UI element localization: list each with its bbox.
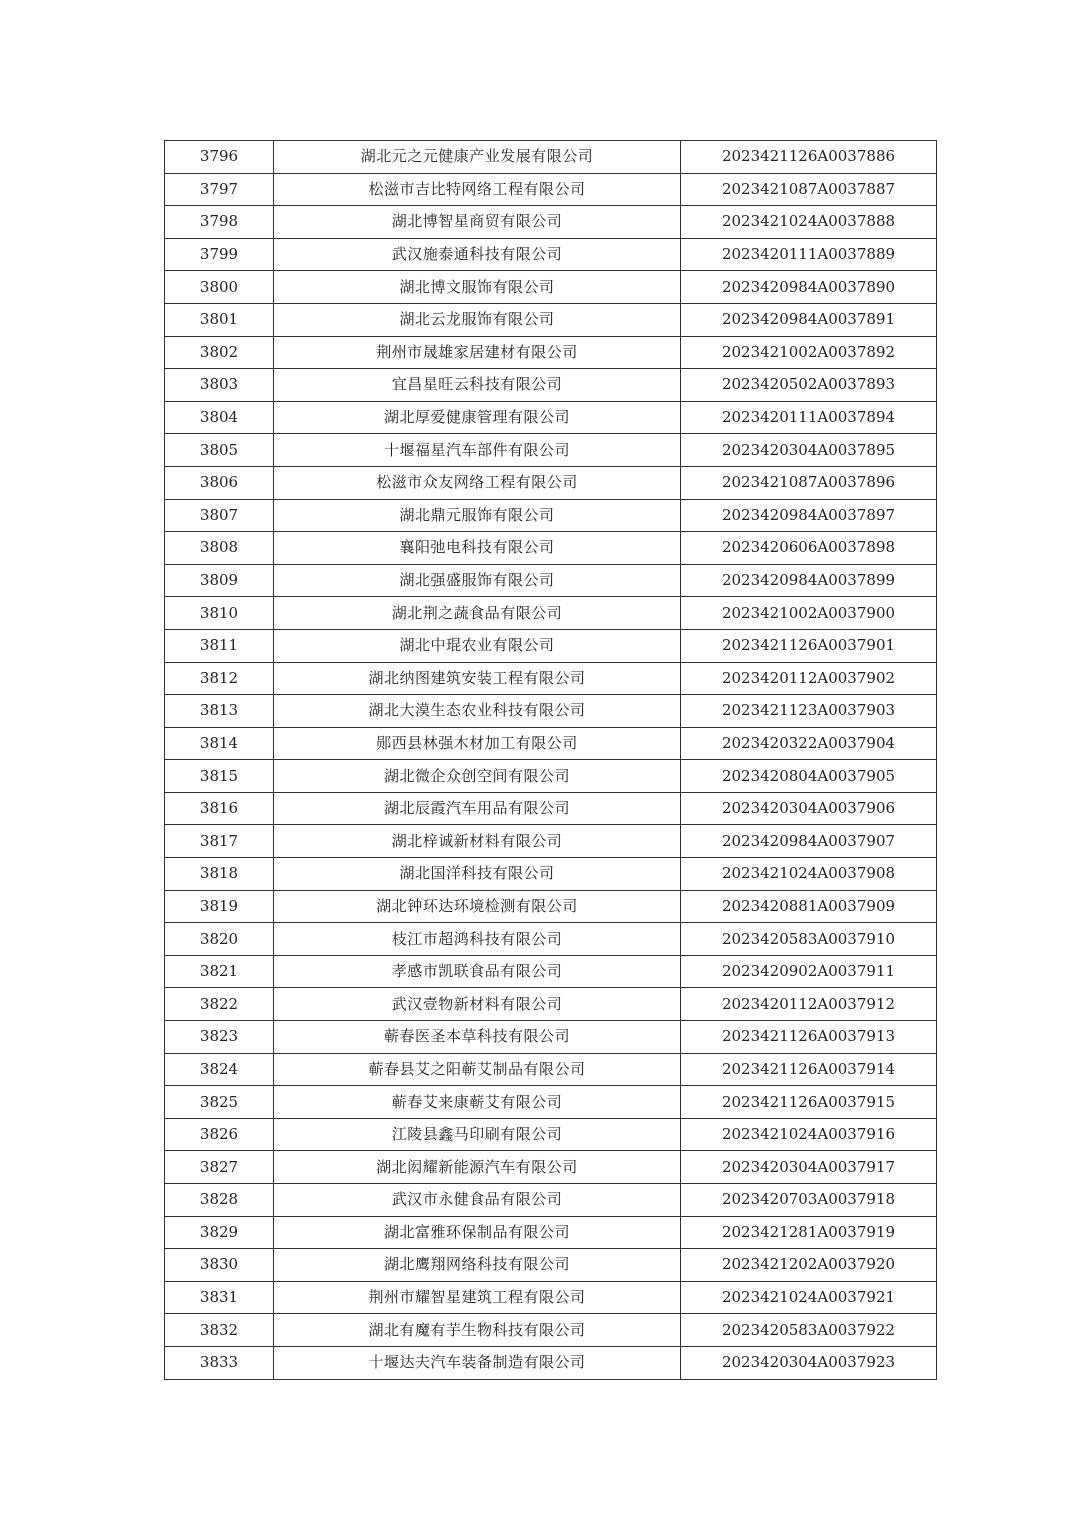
registration-code-cell: 2023421024A0037908 — [681, 858, 937, 891]
company-name-cell: 湖北辰霞汽车用品有限公司 — [274, 792, 681, 825]
row-number-cell: 3799 — [165, 238, 274, 271]
row-number-cell: 3810 — [165, 597, 274, 630]
row-number-cell: 3809 — [165, 564, 274, 597]
registration-code-cell: 2023420583A0037910 — [681, 923, 937, 956]
row-number-cell: 3814 — [165, 727, 274, 760]
table-row — [165, 238, 937, 271]
company-name-cell: 湖北中琨农业有限公司 — [274, 629, 681, 662]
registration-code-cell: 2023420111A0037894 — [681, 401, 937, 434]
registration-code-cell: 2023421024A0037921 — [681, 1281, 937, 1314]
row-number-cell: 3805 — [165, 434, 274, 467]
company-name-cell: 孝感市凯联食品有限公司 — [274, 955, 681, 988]
company-name-cell: 荆州市晟雄家居建材有限公司 — [274, 336, 681, 369]
row-number-cell: 3807 — [165, 499, 274, 532]
table-row — [165, 955, 937, 988]
table-row — [165, 369, 937, 402]
registration-code-cell: 2023420304A0037895 — [681, 434, 937, 467]
row-number-cell: 3820 — [165, 923, 274, 956]
company-name-cell: 蕲春医圣本草科技有限公司 — [274, 1021, 681, 1054]
company-table — [164, 140, 937, 1380]
row-number-cell: 3819 — [165, 890, 274, 923]
row-number-cell: 3828 — [165, 1184, 274, 1217]
row-number-cell: 3796 — [165, 141, 274, 174]
row-number-cell: 3832 — [165, 1314, 274, 1347]
registration-code-cell: 2023420322A0037904 — [681, 727, 937, 760]
table-row — [165, 499, 937, 532]
table-row — [165, 1281, 937, 1314]
table-row — [165, 1021, 937, 1054]
company-name-cell: 荆州市耀智星建筑工程有限公司 — [274, 1281, 681, 1314]
registration-code-cell: 2023421123A0037903 — [681, 695, 937, 728]
table-row — [165, 303, 937, 336]
company-name-cell: 湖北纳图建筑安装工程有限公司 — [274, 662, 681, 695]
registration-code-cell: 2023421202A0037920 — [681, 1249, 937, 1282]
company-name-cell: 松滋市吉比特网络工程有限公司 — [274, 173, 681, 206]
table-row — [165, 662, 937, 695]
row-number-cell: 3816 — [165, 792, 274, 825]
company-name-cell: 江陵县鑫马印刷有限公司 — [274, 1118, 681, 1151]
table-row — [165, 858, 937, 891]
table-row — [165, 271, 937, 304]
company-name-cell: 湖北鼎元服饰有限公司 — [274, 499, 681, 532]
company-table-body — [165, 141, 937, 1380]
row-number-cell: 3806 — [165, 466, 274, 499]
registration-code-cell: 2023421126A0037915 — [681, 1086, 937, 1119]
table-row — [165, 1184, 937, 1217]
registration-code-cell: 2023420112A0037912 — [681, 988, 937, 1021]
company-name-cell: 湖北有魔有芋生物科技有限公司 — [274, 1314, 681, 1347]
table-row — [165, 923, 937, 956]
company-name-cell: 蕲春县艾之阳蕲艾制品有限公司 — [274, 1053, 681, 1086]
registration-code-cell: 2023420111A0037889 — [681, 238, 937, 271]
row-number-cell: 3802 — [165, 336, 274, 369]
company-name-cell: 武汉市永健食品有限公司 — [274, 1184, 681, 1217]
registration-code-cell: 2023420304A0037906 — [681, 792, 937, 825]
registration-code-cell: 2023420606A0037898 — [681, 532, 937, 565]
registration-code-cell: 2023420703A0037918 — [681, 1184, 937, 1217]
registration-code-cell: 2023421281A0037919 — [681, 1216, 937, 1249]
table-row — [165, 532, 937, 565]
registration-code-cell: 2023420304A0037917 — [681, 1151, 937, 1184]
table-row — [165, 1314, 937, 1347]
row-number-cell: 3827 — [165, 1151, 274, 1184]
company-name-cell: 湖北云龙服饰有限公司 — [274, 303, 681, 336]
row-number-cell: 3833 — [165, 1346, 274, 1379]
table-row — [165, 629, 937, 662]
registration-code-cell: 2023421087A0037887 — [681, 173, 937, 206]
registration-code-cell: 2023421002A0037892 — [681, 336, 937, 369]
table-row — [165, 727, 937, 760]
registration-code-cell: 2023420804A0037905 — [681, 760, 937, 793]
company-name-cell: 湖北微企众创空间有限公司 — [274, 760, 681, 793]
table-row — [165, 173, 937, 206]
registration-code-cell: 2023421126A0037886 — [681, 141, 937, 174]
table-row — [165, 825, 937, 858]
table-row — [165, 564, 937, 597]
registration-code-cell: 2023421126A0037914 — [681, 1053, 937, 1086]
registration-code-cell: 2023421024A0037916 — [681, 1118, 937, 1151]
table-row — [165, 1216, 937, 1249]
company-name-cell: 湖北梓诚新材料有限公司 — [274, 825, 681, 858]
table-row — [165, 1118, 937, 1151]
registration-code-cell: 2023420984A0037891 — [681, 303, 937, 336]
registration-code-cell: 2023421002A0037900 — [681, 597, 937, 630]
row-number-cell: 3830 — [165, 1249, 274, 1282]
company-name-cell: 湖北闳耀新能源汽车有限公司 — [274, 1151, 681, 1184]
registration-code-cell: 2023421024A0037888 — [681, 206, 937, 239]
row-number-cell: 3797 — [165, 173, 274, 206]
registration-code-cell: 2023420304A0037923 — [681, 1346, 937, 1379]
registration-code-cell: 2023420902A0037911 — [681, 955, 937, 988]
company-name-cell: 湖北博文服饰有限公司 — [274, 271, 681, 304]
table-row — [165, 890, 937, 923]
row-number-cell: 3825 — [165, 1086, 274, 1119]
company-name-cell: 武汉壹物新材料有限公司 — [274, 988, 681, 1021]
company-name-cell: 蕲春艾来康蕲艾有限公司 — [274, 1086, 681, 1119]
row-number-cell: 3811 — [165, 629, 274, 662]
company-name-cell: 十堰达夫汽车装备制造有限公司 — [274, 1346, 681, 1379]
company-name-cell: 湖北强盛服饰有限公司 — [274, 564, 681, 597]
registration-code-cell: 2023420112A0037902 — [681, 662, 937, 695]
row-number-cell: 3801 — [165, 303, 274, 336]
row-number-cell: 3823 — [165, 1021, 274, 1054]
company-name-cell: 十堰福星汽车部件有限公司 — [274, 434, 681, 467]
row-number-cell: 3815 — [165, 760, 274, 793]
row-number-cell: 3821 — [165, 955, 274, 988]
company-name-cell: 湖北国洋科技有限公司 — [274, 858, 681, 891]
table-row — [165, 401, 937, 434]
row-number-cell: 3817 — [165, 825, 274, 858]
company-name-cell: 湖北厚爱健康管理有限公司 — [274, 401, 681, 434]
row-number-cell: 3808 — [165, 532, 274, 565]
registration-code-cell: 2023421126A0037901 — [681, 629, 937, 662]
company-name-cell: 湖北元之元健康产业发展有限公司 — [274, 141, 681, 174]
row-number-cell: 3798 — [165, 206, 274, 239]
registration-code-cell: 2023420984A0037897 — [681, 499, 937, 532]
row-number-cell: 3813 — [165, 695, 274, 728]
row-number-cell: 3822 — [165, 988, 274, 1021]
registration-code-cell: 2023420984A0037907 — [681, 825, 937, 858]
table-row — [165, 466, 937, 499]
registration-code-cell: 2023420881A0037909 — [681, 890, 937, 923]
table-row — [165, 1086, 937, 1119]
table-row — [165, 1249, 937, 1282]
row-number-cell: 3803 — [165, 369, 274, 402]
registration-code-cell: 2023420502A0037893 — [681, 369, 937, 402]
company-name-cell: 宜昌星旺云科技有限公司 — [274, 369, 681, 402]
row-number-cell: 3804 — [165, 401, 274, 434]
row-number-cell: 3826 — [165, 1118, 274, 1151]
table-row — [165, 206, 937, 239]
table-row — [165, 434, 937, 467]
company-name-cell: 郧西县林强木材加工有限公司 — [274, 727, 681, 760]
company-name-cell: 湖北富雅环保制品有限公司 — [274, 1216, 681, 1249]
table-row — [165, 141, 937, 174]
row-number-cell: 3812 — [165, 662, 274, 695]
company-name-cell: 枝江市超鸿科技有限公司 — [274, 923, 681, 956]
registration-code-cell: 2023421126A0037913 — [681, 1021, 937, 1054]
table-row — [165, 988, 937, 1021]
table-row — [165, 597, 937, 630]
company-name-cell: 湖北荆之蔬食品有限公司 — [274, 597, 681, 630]
table-row — [165, 1053, 937, 1086]
registration-code-cell: 2023420583A0037922 — [681, 1314, 937, 1347]
company-name-cell: 湖北大漠生态农业科技有限公司 — [274, 695, 681, 728]
company-name-cell: 湖北钟环达环境检测有限公司 — [274, 890, 681, 923]
table-row — [165, 695, 937, 728]
table-row — [165, 1346, 937, 1379]
table-row — [165, 1151, 937, 1184]
table-row — [165, 760, 937, 793]
row-number-cell: 3824 — [165, 1053, 274, 1086]
registration-code-cell: 2023421087A0037896 — [681, 466, 937, 499]
row-number-cell: 3831 — [165, 1281, 274, 1314]
row-number-cell: 3818 — [165, 858, 274, 891]
company-name-cell: 湖北博智星商贸有限公司 — [274, 206, 681, 239]
registration-code-cell: 2023420984A0037899 — [681, 564, 937, 597]
company-name-cell: 武汉施泰通科技有限公司 — [274, 238, 681, 271]
table-row — [165, 336, 937, 369]
table-row — [165, 792, 937, 825]
company-name-cell: 湖北鹰翔网络科技有限公司 — [274, 1249, 681, 1282]
row-number-cell: 3800 — [165, 271, 274, 304]
company-name-cell: 襄阳弛电科技有限公司 — [274, 532, 681, 565]
company-name-cell: 松滋市众友网络工程有限公司 — [274, 466, 681, 499]
registration-code-cell: 2023420984A0037890 — [681, 271, 937, 304]
row-number-cell: 3829 — [165, 1216, 274, 1249]
